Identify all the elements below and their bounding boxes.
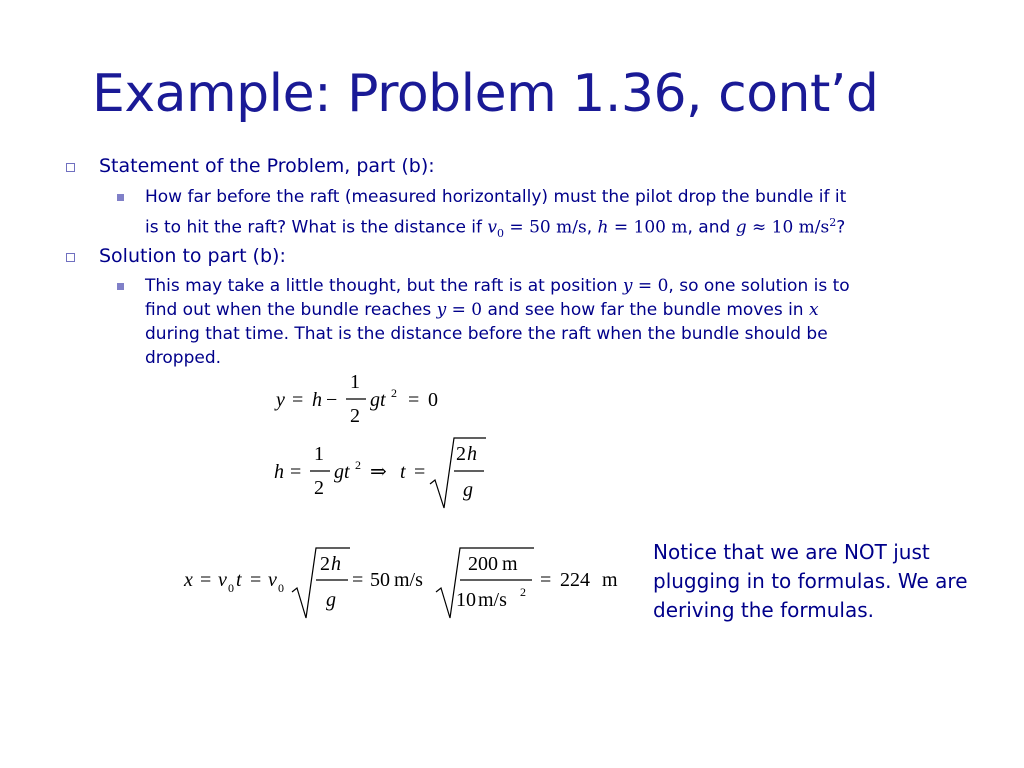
solution-line-2 — [145, 300, 819, 321]
eq2-rden: g — [463, 479, 473, 501]
solution-text: , so one solution is to — [668, 276, 850, 296]
question-mark: ? — [836, 217, 846, 238]
bullet-statement: Statement of the Problem, part (b): — [99, 155, 435, 177]
eq2-num: 1 — [314, 443, 324, 465]
solution-text: find out when the bundle reaches — [145, 300, 432, 320]
solution-line-1 — [145, 276, 850, 297]
eq3-equals2: = — [250, 569, 262, 591]
equation-3 — [178, 540, 640, 624]
sub-bullet-icon — [117, 283, 124, 290]
eq1-exp: 2 — [391, 386, 397, 400]
eq3-result-unit: m — [602, 569, 618, 591]
statement-question: is to hit the raft? What is the distance if — [145, 217, 483, 238]
eq3-sub0: 0 — [228, 581, 234, 595]
eq3-equals: = — [200, 569, 212, 591]
g-value: ≈ 10 m/s — [746, 217, 830, 238]
sub-bullet-icon — [117, 194, 124, 201]
eq3-result: 224 — [560, 569, 590, 591]
equation-1 — [270, 366, 470, 432]
eq3-equals4: = — [540, 569, 552, 591]
eq3-rden2-exp: 2 — [520, 585, 526, 599]
statement-line-2 — [145, 212, 845, 244]
equation-2 — [268, 434, 498, 514]
var-g: g — [735, 217, 747, 238]
eq3-equals3: = — [352, 569, 364, 591]
eq3-rnum2: 200 — [468, 553, 498, 575]
eq2-den: 2 — [314, 477, 324, 499]
eq2-t: t — [400, 461, 406, 483]
bullet-square-icon — [66, 163, 75, 172]
eq3-t: t — [236, 569, 242, 591]
eq1-equals2: = — [408, 389, 420, 411]
eq3-rden: g — [326, 589, 336, 611]
solution-text: This may take a little thought, but the raft is at position — [145, 276, 618, 296]
side-note: Notice that we are NOT just plugging in to formulas. We are deriving the formulas. — [653, 540, 968, 622]
statement-line-1: How far before the raft (measured horizontally) must the pilot drop the bundle if it — [145, 187, 847, 207]
y-value: = 0 — [632, 276, 669, 296]
var-v0: v — [487, 217, 498, 238]
eq1-num: 1 — [350, 371, 360, 393]
var-y: y — [436, 300, 447, 320]
g-exponent: 2 — [829, 216, 837, 229]
solution-line-3: during that time. That is the distance before the raft when the bundle should be — [145, 324, 828, 344]
var-h: h — [597, 217, 609, 238]
v0-value: = 50 m/s — [504, 217, 587, 238]
bullet-solution: Solution to part (b): — [99, 245, 286, 267]
var-x: x — [809, 300, 819, 320]
and-text: , and — [687, 217, 731, 238]
eq3-rden2: 10 — [456, 589, 476, 611]
eq1-zero: 0 — [428, 389, 438, 411]
eq2-implies: ⇒ — [370, 461, 387, 483]
eq3-v: v — [218, 569, 227, 591]
bullet-square-icon — [66, 253, 75, 262]
eq3-v2: v — [268, 569, 277, 591]
eq3-sub0b: 0 — [278, 581, 284, 595]
eq2-rnum-var: h — [467, 443, 477, 465]
eq2-gt: gt — [334, 461, 350, 483]
eq1-gt: gt — [370, 389, 386, 411]
eq2-h: h — [274, 461, 284, 483]
eq2-rnum-coef: 2 — [456, 443, 466, 465]
eq1-y: y — [276, 389, 285, 411]
eq2-exp: 2 — [355, 458, 361, 472]
y-value: = 0 — [446, 300, 483, 320]
eq1-equals: = — [292, 389, 304, 411]
eq2-equals: = — [290, 461, 302, 483]
eq2-equals2: = — [414, 461, 426, 483]
eq3-rnum2-unit: m — [502, 553, 518, 575]
eq3-rden2-unit: m/s — [478, 589, 507, 611]
solution-line-4: dropped. — [145, 348, 222, 368]
eq3-coef: 50 — [370, 569, 390, 591]
eq1-h: h — [312, 389, 322, 411]
solution-text: and see how far the bundle moves in — [482, 300, 804, 320]
slide-title: Example: Problem 1.36, cont’d — [92, 64, 879, 124]
comma: , — [586, 217, 593, 238]
var-y: y — [622, 276, 633, 296]
eq3-unit: m/s — [394, 569, 423, 591]
eq3-x: x — [184, 569, 193, 591]
v0-subscript: 0 — [497, 227, 505, 241]
eq3-rnum-var: h — [331, 553, 341, 575]
eq1-den: 2 — [350, 405, 360, 427]
h-value: = 100 m — [608, 217, 688, 238]
eq3-rnum-coef: 2 — [320, 553, 330, 575]
eq1-minus: − — [326, 389, 338, 411]
